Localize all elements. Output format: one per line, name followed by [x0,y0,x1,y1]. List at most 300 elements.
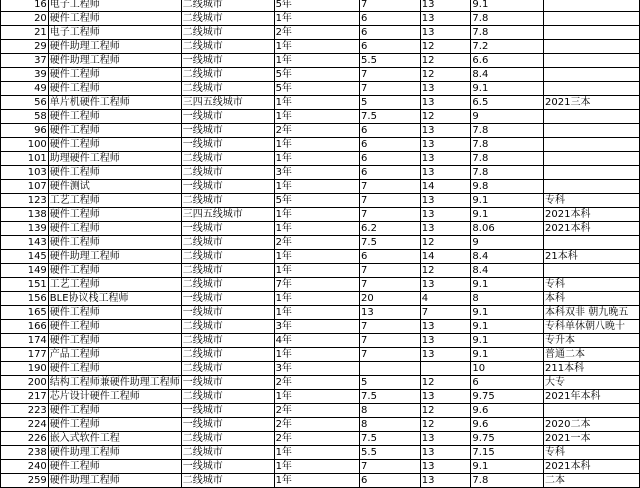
monthly-salary-cell[interactable]: 6.2 [360,222,421,236]
city-tier-cell[interactable]: 三四五线城市 [181,96,274,110]
months-paid-cell[interactable]: 13 [420,278,471,292]
monthly-salary-cell[interactable]: 6 [360,166,421,180]
experience-cell[interactable]: 5年 [274,194,359,208]
months-paid-cell[interactable] [420,362,471,376]
row-id-cell[interactable]: 100 [1,138,49,152]
table-row[interactable] [1,12,640,26]
city-tier-cell[interactable]: 二线城市 [181,320,274,334]
annual-package-cell[interactable]: 7.8 [471,124,544,138]
city-tier-cell[interactable]: 三四五线城市 [181,208,274,222]
monthly-salary-cell[interactable]: 6 [360,124,421,138]
table-row[interactable] [1,250,640,264]
table-row[interactable] [1,432,640,446]
note-cell[interactable] [544,404,640,418]
row-id-cell[interactable]: 177 [1,348,49,362]
table-row[interactable] [1,0,640,12]
annual-package-cell[interactable]: 7.8 [471,12,544,26]
note-cell[interactable]: 本科双非 朝九晚五 [544,306,640,320]
months-paid-cell[interactable]: 13 [420,82,471,96]
months-paid-cell[interactable]: 14 [420,180,471,194]
experience-cell[interactable]: 1年 [274,12,359,26]
row-id-cell[interactable]: 49 [1,82,49,96]
row-id-cell[interactable]: 224 [1,418,49,432]
monthly-salary-cell[interactable]: 8 [360,418,421,432]
annual-package-cell[interactable]: 8.4 [471,264,544,278]
job-title-cell[interactable]: 嵌入式软件工程 [48,432,181,446]
note-cell[interactable]: 专科 [544,278,640,292]
table-row[interactable] [1,40,640,54]
note-cell[interactable]: 专升本 [544,334,640,348]
table-row[interactable] [1,222,640,236]
city-tier-cell[interactable]: 二线城市 [181,40,274,54]
months-paid-cell[interactable]: 13 [420,460,471,474]
job-title-cell[interactable]: 硬件工程师 [48,138,181,152]
months-paid-cell[interactable]: 12 [420,40,471,54]
annual-package-cell[interactable]: 9.6 [471,404,544,418]
city-tier-cell[interactable]: 一线城市 [181,460,274,474]
row-id-cell[interactable]: 149 [1,264,49,278]
job-title-cell[interactable]: 硬件测试 [48,180,181,194]
row-id-cell[interactable]: 166 [1,320,49,334]
months-paid-cell[interactable]: 12 [420,236,471,250]
experience-cell[interactable]: 3年 [274,362,359,376]
job-title-cell[interactable]: 硬件工程师 [48,82,181,96]
table-row[interactable] [1,26,640,40]
months-paid-cell[interactable]: 13 [420,320,471,334]
experience-cell[interactable]: 1年 [274,348,359,362]
table-row[interactable] [1,404,640,418]
note-cell[interactable] [544,68,640,82]
monthly-salary-cell[interactable]: 7 [360,180,421,194]
city-tier-cell[interactable]: 一线城市 [181,180,274,194]
row-id-cell[interactable]: 139 [1,222,49,236]
annual-package-cell[interactable]: 8.4 [471,68,544,82]
job-title-cell[interactable]: 硬件工程师 [48,222,181,236]
row-id-cell[interactable]: 56 [1,96,49,110]
city-tier-cell[interactable]: 一线城市 [181,110,274,124]
months-paid-cell[interactable]: 12 [420,110,471,124]
monthly-salary-cell[interactable]: 6 [360,250,421,264]
experience-cell[interactable]: 3年 [274,320,359,334]
city-tier-cell[interactable]: 二线城市 [181,446,274,460]
experience-cell[interactable]: 1年 [274,292,359,306]
row-id-cell[interactable]: 151 [1,278,49,292]
months-paid-cell[interactable]: 12 [420,54,471,68]
monthly-salary-cell[interactable]: 7 [360,0,421,12]
experience-cell[interactable]: 1年 [274,208,359,222]
annual-package-cell[interactable]: 7.8 [471,26,544,40]
monthly-salary-cell[interactable]: 5 [360,96,421,110]
note-cell[interactable]: 专科单休朝八晚十 [544,320,640,334]
note-cell[interactable] [544,138,640,152]
months-paid-cell[interactable]: 12 [420,376,471,390]
annual-package-cell[interactable]: 7.8 [471,138,544,152]
months-paid-cell[interactable]: 13 [420,208,471,222]
monthly-salary-cell[interactable]: 20 [360,292,421,306]
annual-package-cell[interactable]: 7.2 [471,40,544,54]
city-tier-cell[interactable]: 一线城市 [181,418,274,432]
row-id-cell[interactable]: 20 [1,12,49,26]
note-cell[interactable] [544,40,640,54]
city-tier-cell[interactable]: 二线城市 [181,194,274,208]
months-paid-cell[interactable]: 13 [420,124,471,138]
row-id-cell[interactable]: 226 [1,432,49,446]
annual-package-cell[interactable]: 7.15 [471,446,544,460]
note-cell[interactable]: 专科 [544,446,640,460]
job-title-cell[interactable]: 硬件工程师 [48,306,181,320]
row-id-cell[interactable]: 16 [1,0,49,12]
months-paid-cell[interactable]: 14 [420,250,471,264]
months-paid-cell[interactable]: 13 [420,432,471,446]
table-row[interactable] [1,376,640,390]
annual-package-cell[interactable]: 9.8 [471,180,544,194]
note-cell[interactable]: 2021本科 [544,222,640,236]
months-paid-cell[interactable]: 13 [420,194,471,208]
note-cell[interactable]: 普通二本 [544,348,640,362]
annual-package-cell[interactable]: 7.8 [471,474,544,488]
experience-cell[interactable]: 7年 [274,278,359,292]
experience-cell[interactable]: 1年 [274,96,359,110]
months-paid-cell[interactable]: 7 [420,306,471,320]
job-title-cell[interactable]: 工艺工程师 [48,194,181,208]
job-title-cell[interactable]: 硬件工程师 [48,264,181,278]
job-title-cell[interactable]: 硬件工程师 [48,68,181,82]
note-cell[interactable]: 大专 [544,376,640,390]
job-title-cell[interactable]: 硬件工程师 [48,320,181,334]
city-tier-cell[interactable]: 一线城市 [181,376,274,390]
experience-cell[interactable]: 2年 [274,124,359,138]
job-title-cell[interactable]: BLE协议栈工程师 [48,292,181,306]
experience-cell[interactable]: 2年 [274,26,359,40]
annual-package-cell[interactable]: 7.8 [471,166,544,180]
row-id-cell[interactable]: 21 [1,26,49,40]
annual-package-cell[interactable]: 9.1 [471,194,544,208]
months-paid-cell[interactable]: 13 [420,138,471,152]
annual-package-cell[interactable]: 10 [471,362,544,376]
city-tier-cell[interactable]: 一线城市 [181,404,274,418]
job-title-cell[interactable]: 硬件助理工程师 [48,54,181,68]
row-id-cell[interactable]: 123 [1,194,49,208]
experience-cell[interactable]: 1年 [274,460,359,474]
experience-cell[interactable]: 2年 [274,376,359,390]
job-title-cell[interactable]: 硬件工程师 [48,12,181,26]
job-title-cell[interactable]: 芯片设计硬件工程师 [48,390,181,404]
job-title-cell[interactable]: 助理硬件工程师 [48,152,181,166]
note-cell[interactable] [544,124,640,138]
job-title-cell[interactable]: 硬件助理工程师 [48,40,181,54]
row-id-cell[interactable]: 58 [1,110,49,124]
job-title-cell[interactable]: 单片机硬件工程师 [48,96,181,110]
months-paid-cell[interactable]: 13 [420,390,471,404]
monthly-salary-cell[interactable]: 7 [360,320,421,334]
row-id-cell[interactable]: 37 [1,54,49,68]
city-tier-cell[interactable]: 一线城市 [181,124,274,138]
monthly-salary-cell[interactable]: 7 [360,348,421,362]
table-row[interactable] [1,54,640,68]
annual-package-cell[interactable]: 6.5 [471,96,544,110]
monthly-salary-cell[interactable] [360,362,421,376]
experience-cell[interactable]: 2年 [274,236,359,250]
job-title-cell[interactable]: 硬件工程师 [48,110,181,124]
months-paid-cell[interactable]: 12 [420,264,471,278]
city-tier-cell[interactable]: 一线城市 [181,292,274,306]
table-row[interactable] [1,68,640,82]
monthly-salary-cell[interactable]: 7 [360,334,421,348]
table-row[interactable] [1,460,640,474]
table-row[interactable] [1,236,640,250]
table-row[interactable] [1,348,640,362]
experience-cell[interactable]: 1年 [274,138,359,152]
experience-cell[interactable]: 1年 [274,222,359,236]
note-cell[interactable] [544,12,640,26]
job-title-cell[interactable]: 产品工程师 [48,348,181,362]
annual-package-cell[interactable]: 7.8 [471,152,544,166]
monthly-salary-cell[interactable]: 7.5 [360,236,421,250]
experience-cell[interactable]: 1年 [274,152,359,166]
row-id-cell[interactable]: 217 [1,390,49,404]
months-paid-cell[interactable]: 13 [420,152,471,166]
annual-package-cell[interactable]: 9.1 [471,278,544,292]
experience-cell[interactable]: 1年 [274,390,359,404]
note-cell[interactable] [544,180,640,194]
monthly-salary-cell[interactable]: 5.5 [360,446,421,460]
months-paid-cell[interactable]: 13 [420,446,471,460]
job-title-cell[interactable]: 硬件工程师 [48,334,181,348]
city-tier-cell[interactable]: 二线城市 [181,82,274,96]
city-tier-cell[interactable]: 二线城市 [181,278,274,292]
annual-package-cell[interactable]: 9.1 [471,348,544,362]
monthly-salary-cell[interactable]: 7 [360,460,421,474]
city-tier-cell[interactable]: 二线城市 [181,432,274,446]
experience-cell[interactable]: 5年 [274,68,359,82]
table-row[interactable] [1,292,640,306]
months-paid-cell[interactable]: 13 [420,348,471,362]
months-paid-cell[interactable]: 13 [420,0,471,12]
table-row[interactable] [1,390,640,404]
table-row[interactable] [1,446,640,460]
job-title-cell[interactable]: 硬件工程师 [48,404,181,418]
monthly-salary-cell[interactable]: 7.5 [360,432,421,446]
note-cell[interactable]: 2021三本 [544,96,640,110]
table-row[interactable] [1,194,640,208]
job-title-cell[interactable]: 结构工程师兼硬件助理工程师 [49,377,180,388]
city-tier-cell[interactable]: 二线城市 [181,474,274,488]
row-id-cell[interactable]: 190 [1,362,49,376]
row-id-cell[interactable]: 223 [1,404,49,418]
note-cell[interactable] [544,166,640,180]
months-paid-cell[interactable]: 13 [420,166,471,180]
experience-cell[interactable]: 2年 [274,418,359,432]
table-row[interactable] [1,110,640,124]
table-row[interactable] [1,278,640,292]
experience-cell[interactable]: 2年 [274,432,359,446]
note-cell[interactable] [544,26,640,40]
note-cell[interactable] [544,54,640,68]
table-row[interactable] [1,306,640,320]
annual-package-cell[interactable]: 9.1 [471,0,544,12]
job-title-cell[interactable]: 硬件工程师 [48,460,181,474]
city-tier-cell[interactable]: 二线城市 [181,390,274,404]
experience-cell[interactable]: 2年 [274,404,359,418]
job-title-cell[interactable]: 硬件助理工程师 [48,250,181,264]
experience-cell[interactable]: 1年 [274,306,359,320]
annual-package-cell[interactable]: 9.1 [471,460,544,474]
row-id-cell[interactable]: 145 [1,250,49,264]
table-row[interactable] [1,362,640,376]
city-tier-cell[interactable]: 二线城市 [181,12,274,26]
row-id-cell[interactable]: 200 [1,376,49,390]
annual-package-cell[interactable]: 9.1 [471,208,544,222]
row-id-cell[interactable]: 103 [1,166,49,180]
table-row[interactable] [1,418,640,432]
job-title-cell[interactable]: 硬件助理工程师 [48,446,181,460]
note-cell[interactable]: 2021本科 [544,460,640,474]
experience-cell[interactable]: 5年 [274,0,359,12]
months-paid-cell[interactable]: 12 [420,68,471,82]
row-id-cell[interactable]: 174 [1,334,49,348]
note-cell[interactable] [544,0,640,12]
monthly-salary-cell[interactable]: 8 [360,404,421,418]
months-paid-cell[interactable]: 13 [420,474,471,488]
note-cell[interactable]: 2021一本 [544,432,640,446]
monthly-salary-cell[interactable]: 7 [360,82,421,96]
months-paid-cell[interactable]: 12 [420,418,471,432]
annual-package-cell[interactable]: 9 [471,236,544,250]
table-row[interactable] [1,138,640,152]
experience-cell[interactable]: 1年 [274,446,359,460]
annual-package-cell[interactable]: 9.1 [471,320,544,334]
job-title-cell[interactable]: 硬件工程师 [48,124,181,138]
note-cell[interactable]: 211本科 [544,362,640,376]
row-id-cell[interactable]: 238 [1,446,49,460]
annual-package-cell[interactable]: 9.75 [471,390,544,404]
monthly-salary-cell[interactable]: 6 [360,40,421,54]
monthly-salary-cell[interactable]: 7.5 [360,390,421,404]
monthly-salary-cell[interactable]: 6 [360,138,421,152]
experience-cell[interactable]: 1年 [274,474,359,488]
table-row[interactable] [1,180,640,194]
annual-package-cell[interactable]: 8 [471,292,544,306]
note-cell[interactable]: 本科 [544,292,640,306]
experience-cell[interactable]: 1年 [274,180,359,194]
months-paid-cell[interactable]: 12 [420,404,471,418]
experience-cell[interactable]: 1年 [274,264,359,278]
city-tier-cell[interactable]: 二线城市 [181,250,274,264]
annual-package-cell[interactable]: 6 [471,376,544,390]
monthly-salary-cell[interactable]: 6 [360,26,421,40]
city-tier-cell[interactable]: 二线城市 [181,152,274,166]
annual-package-cell[interactable]: 8.4 [471,250,544,264]
table-row[interactable] [1,320,640,334]
city-tier-cell[interactable]: 二线城市 [181,0,274,12]
city-tier-cell[interactable]: 二线城市 [181,68,274,82]
city-tier-cell[interactable]: 二线城市 [181,264,274,278]
note-cell[interactable]: 2020二本 [544,418,640,432]
months-paid-cell[interactable]: 13 [420,96,471,110]
job-title-cell[interactable]: 硬件工程师 [48,208,181,222]
annual-package-cell[interactable]: 9 [471,110,544,124]
annual-package-cell[interactable]: 9.1 [471,334,544,348]
city-tier-cell[interactable]: 一线城市 [181,306,274,320]
table-row[interactable] [1,82,640,96]
job-title-cell[interactable]: 硬件助理工程师 [48,474,181,488]
annual-package-cell[interactable]: 9.1 [471,306,544,320]
note-cell[interactable]: 21本科 [544,250,640,264]
table-row[interactable] [1,208,640,222]
experience-cell[interactable]: 1年 [274,40,359,54]
job-title-cell[interactable]: 电子工程师 [48,26,181,40]
months-paid-cell[interactable]: 13 [420,334,471,348]
row-id-cell[interactable]: 29 [1,40,49,54]
note-cell[interactable] [544,110,640,124]
months-paid-cell[interactable]: 13 [420,26,471,40]
annual-package-cell[interactable]: 9.6 [471,418,544,432]
city-tier-cell[interactable]: 二线城市 [181,166,274,180]
job-title-cell[interactable]: 硬件工程师 [48,166,181,180]
annual-package-cell[interactable]: 6.6 [471,54,544,68]
months-paid-cell[interactable]: 13 [420,12,471,26]
row-id-cell[interactable]: 143 [1,236,49,250]
annual-package-cell[interactable]: 8.06 [471,222,544,236]
job-title-cell[interactable]: 硬件工程师 [48,418,181,432]
experience-cell[interactable]: 1年 [274,250,359,264]
annual-package-cell[interactable]: 9.1 [471,82,544,96]
monthly-salary-cell[interactable]: 7 [360,194,421,208]
row-id-cell[interactable]: 96 [1,124,49,138]
monthly-salary-cell[interactable]: 6 [360,12,421,26]
note-cell[interactable]: 二本 [544,474,640,488]
experience-cell[interactable]: 1年 [274,110,359,124]
note-cell[interactable]: 2021年本科 [544,390,640,404]
row-id-cell[interactable]: 101 [1,152,49,166]
note-cell[interactable] [544,82,640,96]
row-id-cell[interactable]: 39 [1,68,49,82]
note-cell[interactable]: 2021本科 [544,208,640,222]
monthly-salary-cell[interactable]: 7 [360,68,421,82]
row-id-cell[interactable]: 165 [1,306,49,320]
note-cell[interactable] [544,236,640,250]
job-title-cell[interactable]: 工艺工程师 [48,278,181,292]
table-row[interactable] [1,264,640,278]
experience-cell[interactable]: 1年 [274,54,359,68]
table-row[interactable] [1,152,640,166]
job-title-cell[interactable]: 硬件工程师 [48,362,181,376]
monthly-salary-cell[interactable]: 7 [360,278,421,292]
months-paid-cell[interactable]: 4 [420,292,471,306]
city-tier-cell[interactable]: 一线城市 [181,222,274,236]
row-id-cell[interactable]: 259 [1,474,49,488]
note-cell[interactable]: 专科 [544,194,640,208]
monthly-salary-cell[interactable]: 5.5 [360,54,421,68]
monthly-salary-cell[interactable]: 6 [360,474,421,488]
city-tier-cell[interactable]: 二线城市 [181,348,274,362]
row-id-cell[interactable]: 156 [1,292,49,306]
experience-cell[interactable]: 5年 [274,82,359,96]
monthly-salary-cell[interactable]: 13 [360,306,421,320]
table-row[interactable] [1,166,640,180]
experience-cell[interactable]: 3年 [274,166,359,180]
job-title-cell[interactable]: 硬件工程师 [48,236,181,250]
table-row[interactable] [1,124,640,138]
monthly-salary-cell[interactable]: 7.5 [360,110,421,124]
city-tier-cell[interactable]: 二线城市 [181,26,274,40]
city-tier-cell[interactable]: 一线城市 [181,54,274,68]
row-id-cell[interactable]: 138 [1,208,49,222]
city-tier-cell[interactable]: 一线城市 [181,138,274,152]
row-id-cell[interactable]: 107 [1,180,49,194]
note-cell[interactable] [544,152,640,166]
table-row[interactable] [1,96,640,110]
